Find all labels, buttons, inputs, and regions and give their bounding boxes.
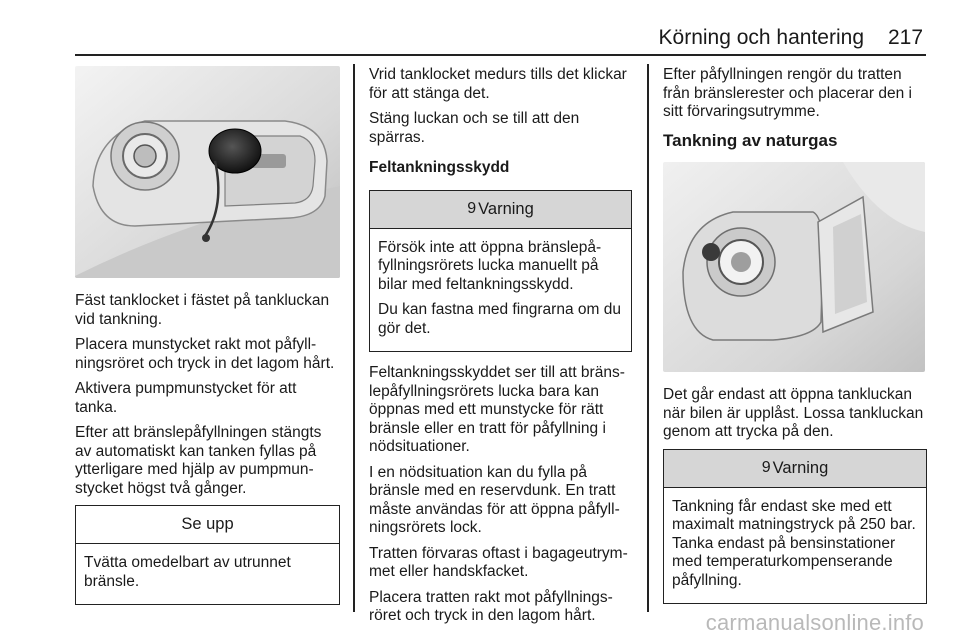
paragraph: Efter att bränslepåfyllningen stängts av automatiskt kan tanken fyllas på ytterligare med hjälp av pumpmunstycket högst två gånger.	[75, 424, 322, 497]
section-heading: Feltankningsskydd	[369, 159, 510, 176]
caution-title: Se upp	[76, 506, 339, 544]
warning-header	[664, 450, 926, 488]
warning-title: Varning	[772, 458, 829, 477]
paragraph: Det går endast att öppna tankluckan när bilen är upplåst. Lossa tankluckan genom att trycka på den.	[663, 386, 924, 440]
paragraph: Tratten förvaras oftast i bagageutrymmet eller handskfacket.	[369, 544, 628, 580]
warning-text: Du kan fastna med fingrarna om du gör det.	[378, 301, 621, 337]
caution-text: Tvätta omedelbart av utrunnet bränsle.	[84, 554, 291, 590]
section-heading: Tankning av naturgas	[663, 130, 838, 150]
page-number: 217	[888, 26, 924, 49]
column-2	[369, 66, 632, 633]
watermark-text: carmanualsonline.info	[705, 610, 924, 635]
natural-gas-filler-illustration	[663, 162, 925, 372]
column-1	[75, 66, 340, 617]
paragraph: Placera munstycket rakt mot påfyllningsröret och tryck in det lagom hårt.	[75, 336, 335, 372]
paragraph: Placera tratten rakt mot påfyllningsröret och tryck in den lagom hårt.	[369, 588, 613, 624]
warning-title: Varning	[478, 199, 534, 218]
paragraph: I en nödsituation kan du fylla på bränsle med en reservdunk. En tratt måste användas för att öppna påfyllningsrörets lock.	[369, 463, 620, 536]
paragraph: Stäng luckan och se till att den spärras.	[369, 110, 580, 146]
column-divider-left	[353, 64, 355, 612]
caution-box	[75, 505, 340, 605]
warning-icon: 9	[761, 458, 771, 476]
header-rule	[75, 54, 926, 56]
warning-icon: 9	[467, 199, 477, 217]
paragraph: Fäst tanklocket i fästet på tankluckan vid tankning.	[75, 292, 330, 328]
warning-header	[370, 191, 631, 229]
paragraph: Vrid tanklocket medurs tills det klickar för att stänga det.	[369, 66, 627, 102]
warning-text: Tankning får endast ske med ett maximalt matningstryck på 250 bar. Tanka endast på bensinstationer med temperaturkompenserande påfyllning.	[672, 497, 916, 589]
warning-box	[663, 449, 927, 605]
warning-box	[369, 190, 632, 353]
column-3	[663, 66, 927, 616]
warning-text: Försök inte att öppna bränslepåfyllningsrörets lucka manuellt på bilar med feltankningsskydd.	[378, 238, 602, 293]
column-divider-right	[647, 64, 649, 612]
paragraph: Aktivera pumpmunstycket för att tanka.	[75, 380, 297, 416]
paragraph: Feltankningsskyddet ser till att bränslepåfyllningsrörets lucka bara kan öppnas med ett munstycke för rätt bränsle eller en tratt för påfyllning i nödsituationer.	[369, 364, 625, 455]
paragraph: Efter påfyllningen rengör du tratten från bränslerester och placerar den i sitt förvaringsutrymme.	[663, 66, 912, 120]
fuel-cap-illustration	[75, 66, 340, 278]
page-header-title: Körning och hantering	[658, 26, 864, 49]
